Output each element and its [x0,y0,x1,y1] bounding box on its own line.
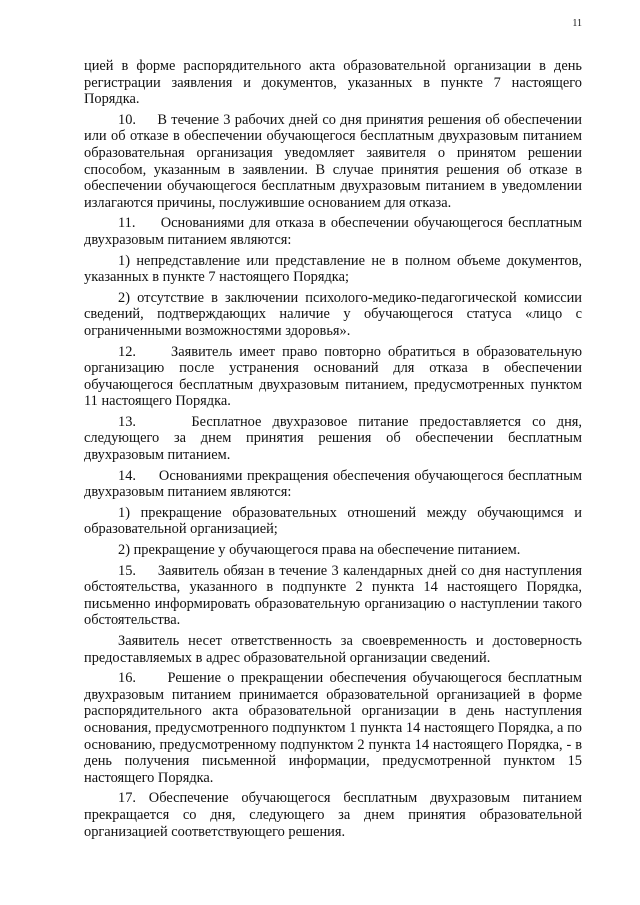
paragraph-15-responsibility: Заявитель несет ответственность за своевременность и достоверность предоставляемых в адрес образовательной организации сведений. [84,633,582,666]
paragraph-14-item-1: 1) прекращение образовательных отношений между обучающимся и образовательной организацией; [84,504,582,538]
paragraph-14-item-2: 2) прекращение у обучающегося права на обеспечение питанием. [118,542,521,559]
paragraph-11: 11. Основаниями для отказа в обеспечении обучающегося бесплатным двухразовым питанием являются: [84,215,582,248]
paragraph-10: 10. В течение 3 рабочих дней со дня принятия решения об обеспечении или об отказе в обеспечении обучающегося бесплатным двухразовым питанием образовательная организация уведомляет заявителя о принятом решении способом, указанным в заявлении. В случае принятия решения об отказе в обеспечении обучающегося бесплатным двухразовым питанием в уведомлении излагаются причины, послужившие основанием для отказа. [84,111,582,211]
paragraph-11-item-2: 2) отсутствие в заключении психолого-медико-педагогической комиссии сведений, подтверждающих наличие у обучающегося статуса «лицо с ограниченными возможностями здоровья». [84,289,582,339]
paragraph-12: 12. Заявитель имеет право повторно обратиться в образовательную организацию после устранения оснований для отказа в обеспечении обучающегося бесплатным двухразовым питанием, предусмотренных пунктом 11 настоящего Порядка. [84,343,582,410]
paragraph-13: 13. Бесплатное двухразовое питание предоставляется со дня, следующего за днем принятия решения об обеспечении бесплатным двухразовым питанием. [84,413,582,464]
paragraph-17: 17. Обеспечение обучающегося бесплатным двухразовым питанием прекращается со дня, следующего за днем принятия образовательной организацией соответствующего решения. [84,790,582,840]
paragraph-14: 14. Основаниями прекращения обеспечения обучающегося бесплатным двухразовым питанием являются: [84,467,582,501]
document-body [84,58,582,840]
paragraph-15: 15. Заявитель обязан в течение 3 календарных дней со дня наступления обстоятельства, указанного в подпункте 2 пункта 14 настоящего Порядка, письменно информировать образовательную организацию о наступлении такого обстоятельства. [84,562,582,629]
paragraph-11-item-1: 1) непредставление или представление не в полном объеме документов, указанных в пункте 7 настоящего Порядка; [84,252,582,286]
paragraph-16: 16. Решение о прекращении обеспечения обучающегося бесплатным двухразовым питанием принимается образовательной организацией в форме распорядительного акта образовательной организации в день наступления основания, предусмотренного подпунктом 1 пункта 14 настоящего Порядка, а по основанию, предусмотренному подпунктом 2 пункта 14 настоящего Порядка, - в день получения письменной информации, предусмотренной пунктом 15 настоящего Порядка. [84,670,582,786]
paragraph-continuation: цией в форме распорядительного акта образовательной организации в день регистрации заявления и документов, указанных в пункте 7 настоящего Порядка. [84,58,582,108]
page-number: 11 [572,18,582,29]
